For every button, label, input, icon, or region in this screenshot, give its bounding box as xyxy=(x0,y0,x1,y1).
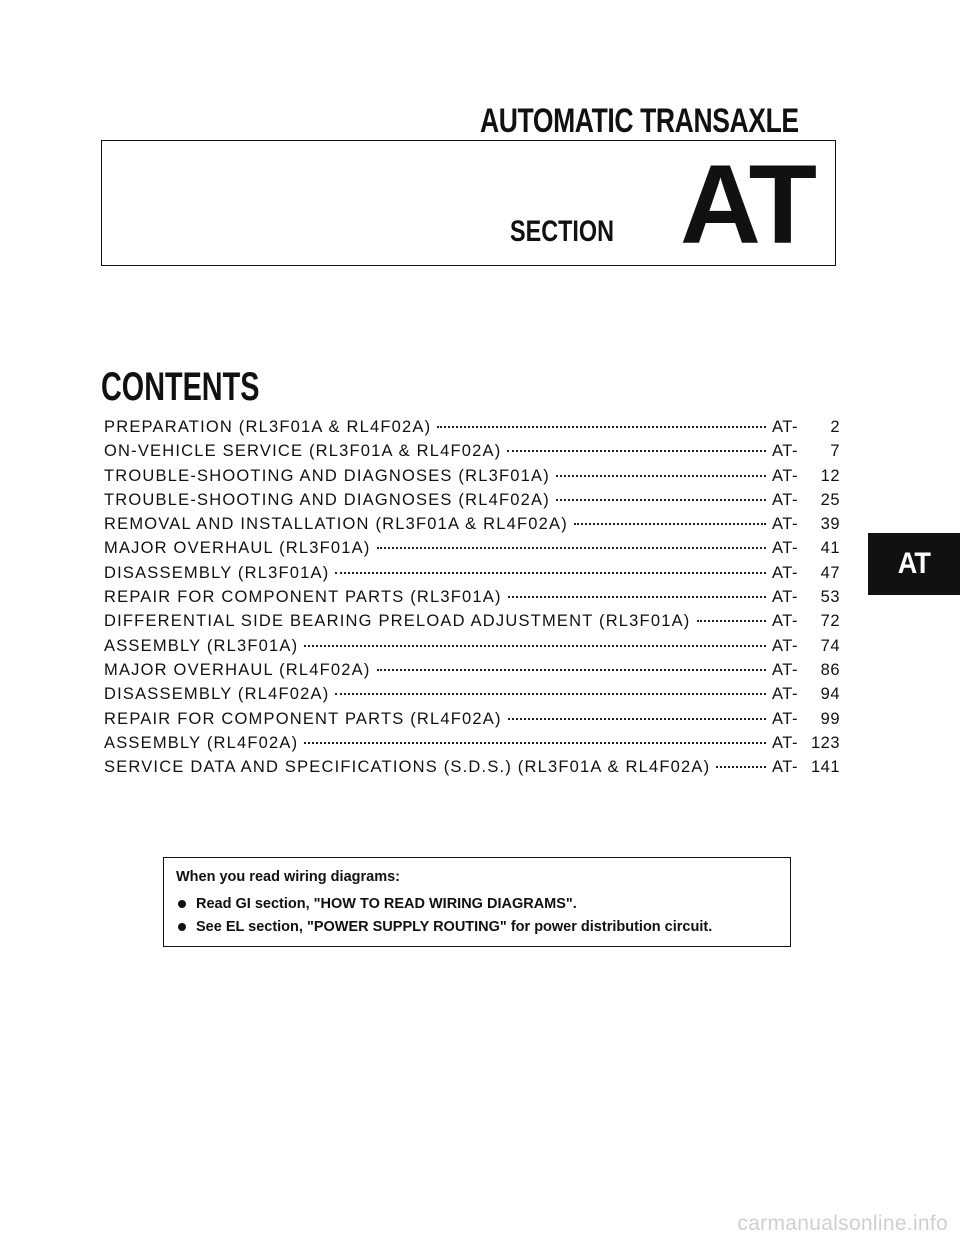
toc-dot-leader xyxy=(304,644,766,647)
toc-entry[interactable] xyxy=(104,515,840,539)
section-code: AT xyxy=(680,142,813,267)
toc-page-number: 12 xyxy=(820,466,840,485)
toc-entry[interactable] xyxy=(104,734,840,758)
toc-entry-label: REMOVAL AND INSTALLATION (RL3F01A & RL4F02A) xyxy=(104,515,568,534)
bullet-icon xyxy=(178,923,186,931)
toc-entry-label: DISASSEMBLY (RL4F02A) xyxy=(104,685,330,704)
toc-dot-leader xyxy=(304,741,766,744)
toc-page-ref xyxy=(772,418,840,437)
toc-page-prefix: AT- xyxy=(772,490,798,509)
toc-page-prefix: AT- xyxy=(772,418,798,436)
section-tab-marker[interactable] xyxy=(868,533,960,595)
toc-page-prefix: AT- xyxy=(772,758,798,777)
toc-page-number: 39 xyxy=(820,515,840,534)
toc-page-ref xyxy=(772,710,840,729)
toc-page-prefix: AT- xyxy=(772,588,798,607)
section-label: SECTION xyxy=(510,215,615,248)
toc-page-ref xyxy=(772,734,840,753)
toc-page-prefix: AT- xyxy=(772,709,798,728)
toc-page-number: 94 xyxy=(820,685,840,704)
toc-entry-label: MAJOR OVERHAUL (RL3F01A) xyxy=(104,539,371,558)
toc-page-prefix: AT- xyxy=(772,733,798,752)
toc-page-number: 53 xyxy=(820,588,840,607)
toc-page-ref xyxy=(772,637,840,656)
toc-page-ref xyxy=(772,758,840,777)
toc-page-prefix: AT- xyxy=(772,636,798,655)
toc-page-prefix: AT- xyxy=(772,442,798,461)
page-title: AUTOMATIC TRANSAXLE xyxy=(480,102,799,140)
toc-page-number: 141 xyxy=(810,758,840,777)
toc-page-number: 86 xyxy=(820,660,840,679)
toc-page-prefix: AT- xyxy=(772,685,798,704)
note-list xyxy=(176,893,778,939)
toc-page-ref xyxy=(772,661,840,680)
toc-page-number: 7 xyxy=(830,442,840,461)
toc-dot-leader xyxy=(508,595,766,598)
toc-dot-leader xyxy=(556,474,766,477)
toc-dot-leader xyxy=(335,692,766,695)
toc-entry-label: TROUBLE-SHOOTING AND DIAGNOSES (RL4F02A) xyxy=(104,490,550,509)
toc-entry[interactable] xyxy=(104,661,840,685)
toc-entry-label: DISASSEMBLY (RL3F01A) xyxy=(104,563,330,582)
toc-page-number: 47 xyxy=(820,563,840,582)
toc-dot-leader xyxy=(697,619,767,622)
toc-dot-leader xyxy=(437,425,766,428)
toc-page-number: 72 xyxy=(820,612,840,631)
toc-entry[interactable] xyxy=(104,564,840,588)
toc-entry-label: ASSEMBLY (RL3F01A) xyxy=(104,636,299,655)
toc-page-ref xyxy=(772,467,840,486)
wiring-note-box xyxy=(163,857,791,947)
toc-page-ref xyxy=(772,564,840,583)
note-item-text: See EL section, "POWER SUPPLY ROUTING" for power distribution circuit. xyxy=(196,919,713,935)
note-item xyxy=(176,893,778,916)
toc-page-number: 2 xyxy=(830,418,840,436)
toc-page-number: 41 xyxy=(820,539,840,558)
contents-heading: CONTENTS xyxy=(101,365,260,409)
toc-entry-label: ASSEMBLY (RL4F02A) xyxy=(104,733,299,752)
toc-entry[interactable] xyxy=(104,539,840,563)
note-heading: When you read wiring diagrams: xyxy=(176,869,400,885)
toc-entry[interactable] xyxy=(104,442,840,466)
toc-page-prefix: AT- xyxy=(772,515,798,534)
toc-entry-label: MAJOR OVERHAUL (RL4F02A) xyxy=(104,660,371,679)
toc-dot-leader xyxy=(377,668,766,671)
toc-entry[interactable] xyxy=(104,588,840,612)
note-item xyxy=(176,916,778,939)
toc-dot-leader xyxy=(574,522,766,525)
toc-dot-leader xyxy=(335,571,766,574)
toc-page-prefix: AT- xyxy=(772,563,798,582)
toc-dot-leader xyxy=(556,498,766,501)
toc-entry-label: REPAIR FOR COMPONENT PARTS (RL3F01A) xyxy=(104,588,502,607)
toc-entry[interactable] xyxy=(104,710,840,734)
toc-page-prefix: AT- xyxy=(772,612,798,631)
note-item-text: Read GI section, "HOW TO READ WIRING DIAGRAMS". xyxy=(196,896,577,912)
toc-page-ref xyxy=(772,588,840,607)
toc-dot-leader xyxy=(716,765,766,768)
toc-entry-label: REPAIR FOR COMPONENT PARTS (RL4F02A) xyxy=(104,709,502,728)
toc-page-ref xyxy=(772,515,840,534)
toc-entry[interactable] xyxy=(104,467,840,491)
toc-page-number: 99 xyxy=(820,709,840,728)
watermark: carmanualsonline.info xyxy=(737,1212,948,1235)
toc-page-ref xyxy=(772,685,840,704)
toc-entry-label: DIFFERENTIAL SIDE BEARING PRELOAD ADJUSTMENT (RL3F01A) xyxy=(104,612,691,631)
toc-entry[interactable] xyxy=(104,418,840,442)
toc-entry[interactable] xyxy=(104,637,840,661)
toc-dot-leader xyxy=(508,717,766,720)
toc-entry[interactable] xyxy=(104,685,840,709)
toc-page-number: 25 xyxy=(820,490,840,509)
toc-page-prefix: AT- xyxy=(772,466,798,485)
toc-entry-label: PREPARATION (RL3F01A & RL4F02A) xyxy=(104,418,432,436)
toc-page-prefix: AT- xyxy=(772,660,798,679)
toc-page-ref xyxy=(772,539,840,558)
toc-page-prefix: AT- xyxy=(772,539,798,558)
toc-page-number: 74 xyxy=(820,636,840,655)
bullet-icon xyxy=(178,900,186,908)
toc-dot-leader xyxy=(507,449,766,452)
toc-page-ref xyxy=(772,612,840,631)
toc-entry-label: SERVICE DATA AND SPECIFICATIONS (S.D.S.) (RL3F01A & RL4F02A) xyxy=(104,758,711,777)
toc-page-ref xyxy=(772,442,840,461)
table-of-contents xyxy=(104,418,840,782)
toc-entry[interactable] xyxy=(104,612,840,636)
toc-entry-label: ON-VEHICLE SERVICE (RL3F01A & RL4F02A) xyxy=(104,442,502,461)
toc-page-number: 123 xyxy=(810,733,840,752)
toc-page-ref xyxy=(772,491,840,510)
toc-dot-leader xyxy=(377,546,766,549)
toc-entry-label: TROUBLE-SHOOTING AND DIAGNOSES (RL3F01A) xyxy=(104,466,550,485)
toc-entry[interactable] xyxy=(104,491,840,515)
section-tab-label: AT xyxy=(897,547,931,580)
toc-entry[interactable] xyxy=(104,758,840,782)
